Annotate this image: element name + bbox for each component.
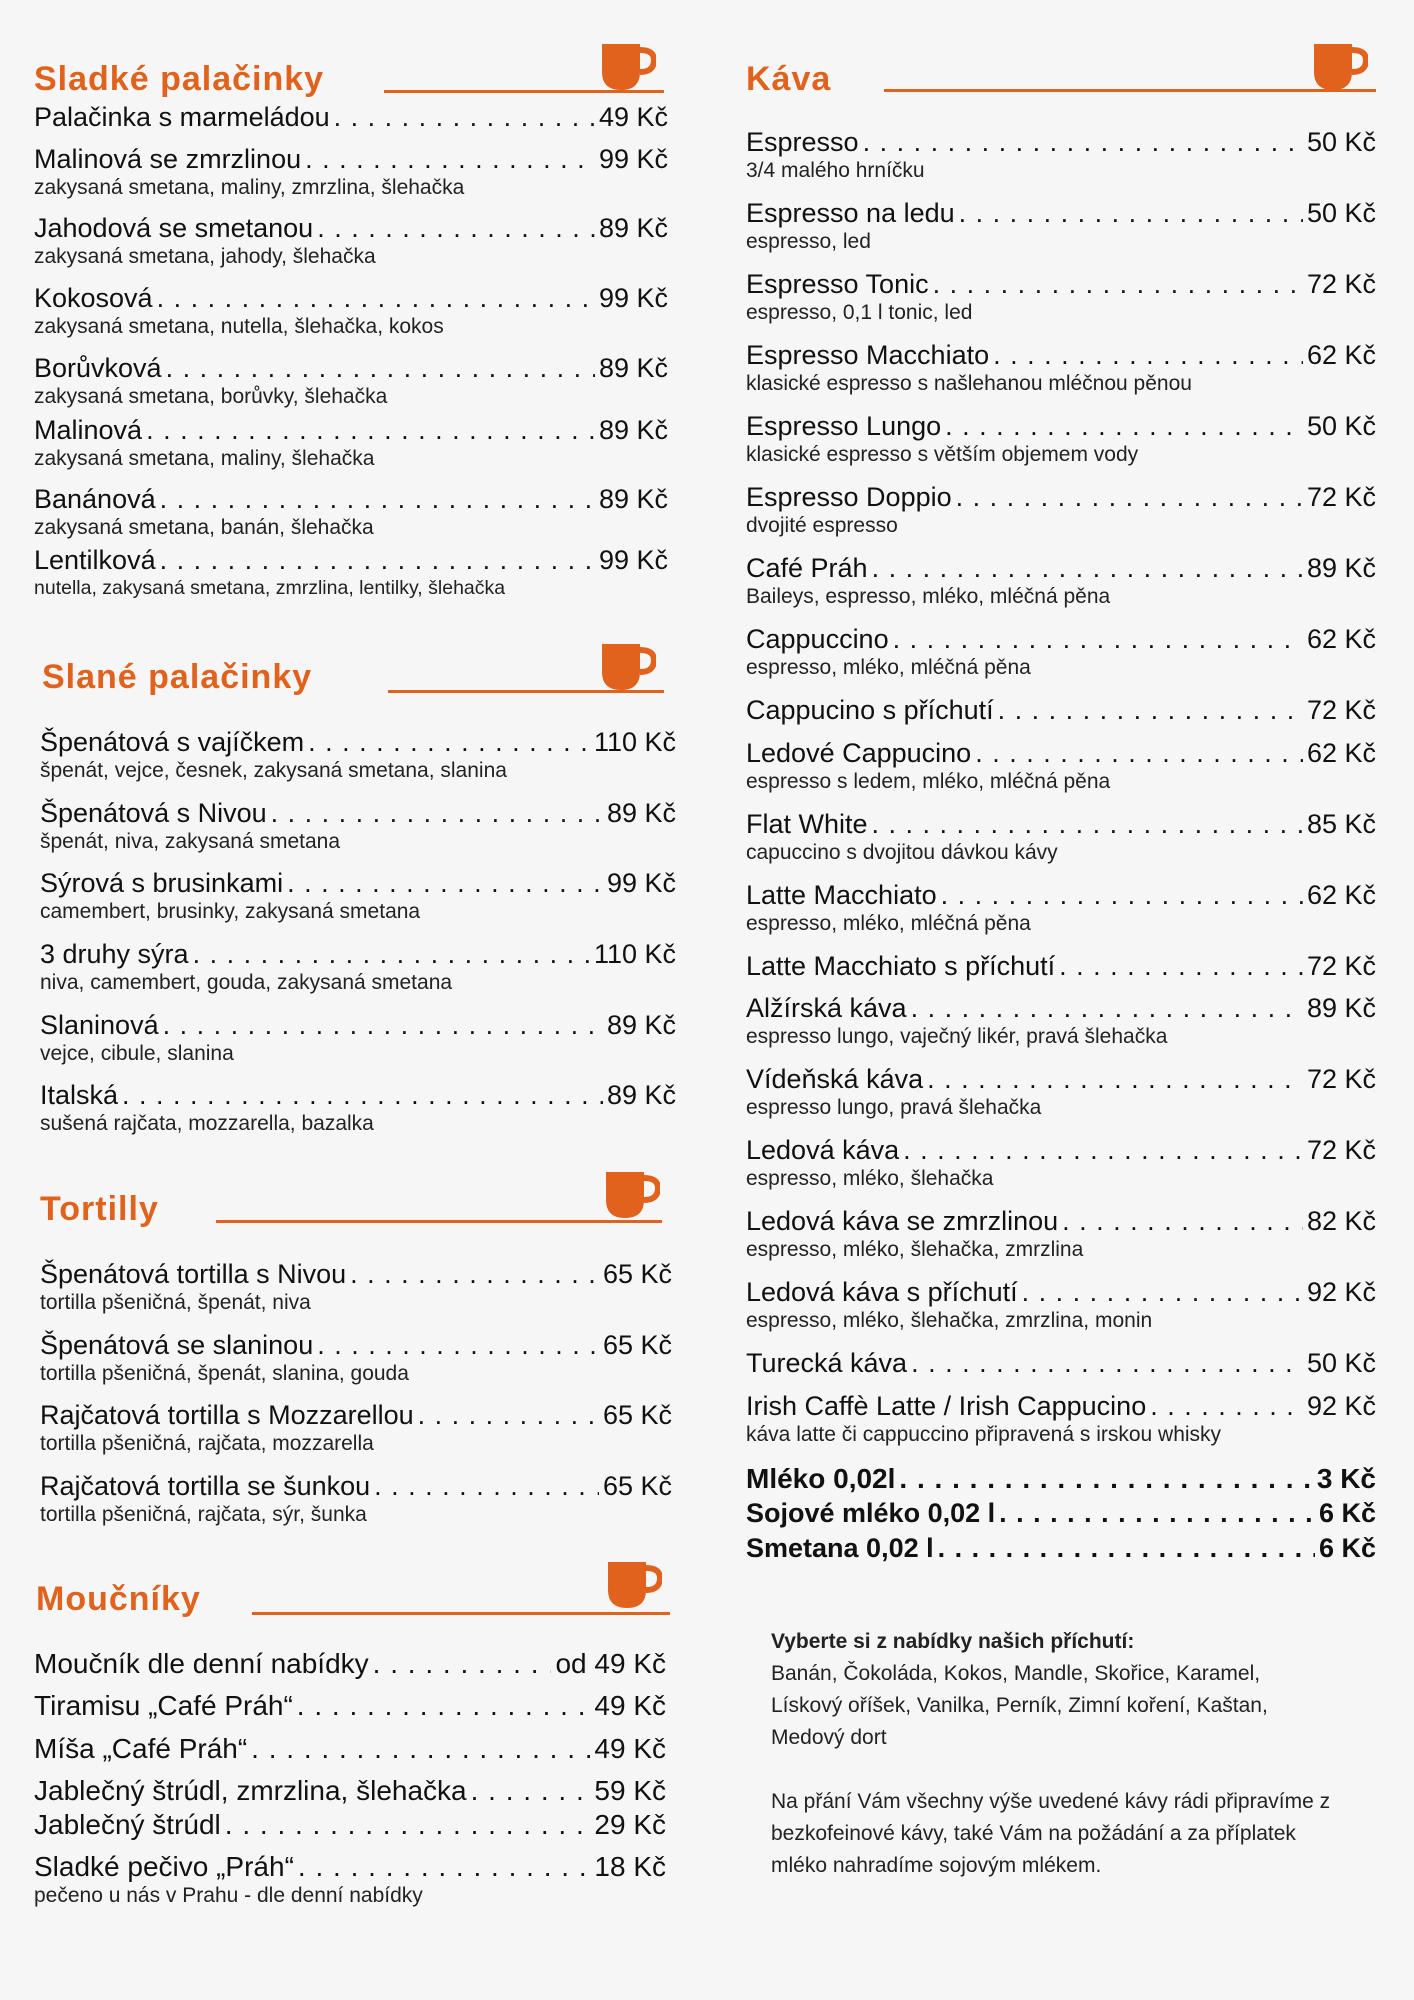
item-name: Palačinka s marmeládou <box>34 102 330 132</box>
item-name: 3 druhy sýra <box>40 939 189 969</box>
section-title: Slané palačinky <box>42 658 313 696</box>
menu-item <box>746 1498 1376 1529</box>
coffee-cup-icon <box>604 1170 660 1220</box>
leader-dots <box>933 269 1303 300</box>
item-price: 89 Kč <box>1306 993 1376 1023</box>
item-name: Špenátová se slaninou <box>40 1330 314 1360</box>
menu-item <box>746 411 1376 467</box>
item-price: 89 Kč <box>598 353 668 383</box>
item-description: pečeno u nás v Prahu - dle denní nabídky <box>34 1884 423 1907</box>
section-title: Moučníky <box>36 1580 201 1618</box>
item-name: Borůvková <box>34 353 162 383</box>
leader-dots <box>350 1259 599 1290</box>
item-name: Špenátová tortilla s Nivou <box>40 1259 347 1289</box>
menu-item <box>746 1135 1376 1191</box>
item-name: Flat White <box>746 809 868 839</box>
item-price: 85 Kč <box>1306 809 1376 839</box>
decaf-line: bezkofeinové kávy, také Vám na požádání a za příplatek <box>771 1822 1296 1845</box>
menu-item <box>746 1206 1376 1262</box>
item-name: Café Práh <box>746 553 868 583</box>
menu-item <box>34 1648 666 1680</box>
leader-dots <box>418 1400 599 1431</box>
menu-item <box>34 353 668 409</box>
item-name: Sýrová s brusinkami <box>40 868 284 898</box>
item-price: 3 Kč <box>1316 1463 1376 1494</box>
item-name: Malinová se zmrzlinou <box>34 144 302 174</box>
item-price: 110 Kč <box>593 939 676 969</box>
item-description: sušená rajčata, mozzarella, bazalka <box>40 1112 374 1135</box>
item-description: capuccino s dvojitou dávkou kávy <box>746 841 1058 864</box>
item-price: 92 Kč <box>1306 1277 1376 1307</box>
item-description: Baileys, espresso, mléko, mléčná pěna <box>746 585 1111 608</box>
menu-item <box>34 1809 666 1841</box>
leader-dots <box>317 1330 599 1361</box>
leader-dots <box>317 213 595 244</box>
leader-dots <box>899 1463 1312 1495</box>
menu-item <box>746 880 1376 936</box>
leader-dots <box>927 1064 1303 1095</box>
section-divider <box>252 1612 670 1615</box>
menu-item <box>34 484 668 540</box>
item-name: Latte Macchiato <box>746 880 937 910</box>
item-price: 89 Kč <box>598 484 668 514</box>
item-description: espresso s ledem, mléko, mléčná pěna <box>746 770 1111 793</box>
section-divider <box>216 1220 662 1223</box>
menu-item <box>746 482 1376 538</box>
menu-item <box>746 1391 1376 1447</box>
leader-dots <box>1022 1277 1303 1308</box>
item-price: od 49 Kč <box>555 1648 666 1679</box>
menu-item <box>40 1259 672 1315</box>
item-price: 72 Kč <box>1306 951 1376 981</box>
item-name: Míša „Café Práh“ <box>34 1733 248 1764</box>
item-description: espresso lungo, vaječný likér, pravá šlehačka <box>746 1025 1168 1048</box>
leader-dots <box>959 198 1303 229</box>
item-price: 89 Kč <box>598 415 668 445</box>
item-price: 65 Kč <box>602 1400 672 1430</box>
item-description: zakysaná smetana, jahody, šlehačka <box>34 245 376 268</box>
item-price: 72 Kč <box>1306 1064 1376 1094</box>
item-price: 62 Kč <box>1306 880 1376 910</box>
item-name: Jablečný štrúdl <box>34 1809 221 1840</box>
item-name: Jahodová se smetanou <box>34 213 314 243</box>
leader-dots <box>941 880 1303 911</box>
leader-dots <box>999 1498 1315 1529</box>
leader-dots <box>1059 951 1303 982</box>
item-description: zakysaná smetana, maliny, šlehačka <box>34 447 375 470</box>
item-price: 49 Kč <box>594 1690 666 1721</box>
menu-item <box>746 695 1376 726</box>
item-price: 50 Kč <box>1306 198 1376 228</box>
menu-item <box>34 1851 666 1908</box>
item-price: 89 Kč <box>606 1080 676 1110</box>
item-price: 62 Kč <box>1306 738 1376 768</box>
item-name: Cappuccino <box>746 624 889 654</box>
coffee-cup-icon <box>600 642 656 692</box>
item-price: 99 Kč <box>598 283 668 313</box>
item-price: 99 Kč <box>598 144 668 174</box>
item-name: Jablečný štrúdl, zmrzlina, šlehačka <box>34 1775 467 1806</box>
item-description: zakysaná smetana, maliny, zmrzlina, šlehačka <box>34 176 465 199</box>
leader-dots <box>911 993 1303 1024</box>
leader-dots <box>374 1471 599 1502</box>
item-price: 72 Kč <box>1306 1135 1376 1165</box>
coffee-cup-icon <box>606 1560 662 1610</box>
item-description: espresso, led <box>746 230 871 253</box>
item-description: dvojité espresso <box>746 514 898 537</box>
coffee-cup-icon <box>1312 42 1368 92</box>
item-name: Latte Macchiato s příchutí <box>746 951 1056 981</box>
leader-dots <box>251 1733 590 1765</box>
menu-item <box>746 198 1376 254</box>
item-price: 92 Kč <box>1306 1391 1376 1421</box>
leader-dots <box>993 340 1303 371</box>
item-price: 6 Kč <box>1318 1498 1376 1528</box>
item-description: klasické espresso s větším objemem vody <box>746 443 1139 466</box>
flavors-title: Vyberte si z nabídky našich příchutí: <box>771 1630 1135 1653</box>
decaf-line: mléko nahradíme sojovým mlékem. <box>771 1854 1102 1877</box>
section-title: Káva <box>746 60 832 98</box>
menu-item <box>746 809 1376 865</box>
flavors-line: Lískový oříšek, Vanilka, Perník, Zimní koření, Kaštan, <box>771 1694 1268 1717</box>
item-price: 99 Kč <box>598 545 668 575</box>
leader-dots <box>373 1648 552 1680</box>
item-price: 18 Kč <box>594 1851 666 1882</box>
item-name: Vídeňská káva <box>746 1064 924 1094</box>
item-name: Tiramisu „Café Práh“ <box>34 1690 293 1721</box>
leader-dots <box>471 1775 591 1807</box>
item-name: Špenátová s Nivou <box>40 798 267 828</box>
leader-dots <box>160 484 595 515</box>
item-description: espresso, mléko, šlehačka, zmrzlina <box>746 1238 1084 1261</box>
item-price: 65 Kč <box>602 1259 672 1289</box>
item-name: Italská <box>40 1080 119 1110</box>
item-price: 50 Kč <box>1306 1348 1376 1378</box>
leader-dots <box>297 1690 591 1722</box>
menu-item <box>746 553 1376 609</box>
item-price: 89 Kč <box>1306 553 1376 583</box>
leader-dots <box>334 102 595 133</box>
item-name: Espresso na ledu <box>746 198 955 228</box>
leader-dots <box>305 144 595 175</box>
menu-item <box>34 1775 666 1807</box>
leader-dots <box>146 415 595 446</box>
menu-item <box>746 1533 1376 1564</box>
menu-item <box>40 939 676 995</box>
flavors-note <box>771 1626 1391 1754</box>
item-description: tortilla pšeničná, rajčata, mozzarella <box>40 1432 374 1455</box>
menu-item <box>40 1471 672 1527</box>
item-name: Moučník dle denní nabídky <box>34 1648 369 1679</box>
item-name: Rajčatová tortilla se šunkou <box>40 1471 371 1501</box>
item-description: espresso lungo, pravá šlehačka <box>746 1096 1042 1119</box>
menu-item <box>34 415 668 471</box>
item-description: espresso, mléko, mléčná pěna <box>746 912 1031 935</box>
leader-dots <box>287 868 603 899</box>
menu-item <box>34 283 668 339</box>
decaf-line: Na přání Vám všechny výše uvedené kávy rádi připravíme z <box>771 1790 1331 1813</box>
item-price: 62 Kč <box>1306 624 1376 654</box>
menu-item <box>746 1277 1376 1333</box>
menu-item <box>40 1010 676 1066</box>
flavors-line: Medový dort <box>771 1726 887 1749</box>
leader-dots <box>157 283 595 314</box>
item-name: Lentilková <box>34 545 156 575</box>
item-name: Espresso Lungo <box>746 411 942 441</box>
item-description: tortilla pšeničná, špenát, slanina, gouda <box>40 1362 409 1385</box>
menu-item <box>746 340 1376 396</box>
leader-dots <box>872 553 1303 584</box>
menu-item <box>34 1690 666 1722</box>
item-name: Ledová káva <box>746 1135 900 1165</box>
leader-dots <box>225 1809 591 1841</box>
item-description: camembert, brusinky, zakysaná smetana <box>40 900 421 923</box>
item-price: 89 Kč <box>606 1010 676 1040</box>
leader-dots <box>872 809 1303 840</box>
item-description: špenát, vejce, česnek, zakysaná smetana, slanina <box>40 759 507 782</box>
menu-item <box>34 1733 666 1765</box>
item-price: 72 Kč <box>1306 482 1376 512</box>
section-divider <box>884 89 1376 92</box>
menu-item <box>40 1080 676 1136</box>
leader-dots <box>166 353 595 384</box>
item-name: Smetana 0,02 l <box>746 1533 934 1563</box>
item-description: klasické espresso s našlehanou mléčnou pěnou <box>746 372 1192 395</box>
item-price: 50 Kč <box>1306 411 1376 441</box>
menu-item <box>40 798 676 854</box>
leader-dots <box>911 1348 1303 1379</box>
item-description: 3/4 malého hrníčku <box>746 159 925 182</box>
leader-dots <box>998 695 1303 726</box>
menu-item <box>746 951 1376 982</box>
item-name: Turecká káva <box>746 1348 908 1378</box>
leader-dots <box>163 1010 603 1041</box>
item-name: Kokosová <box>34 283 153 313</box>
item-price: 110 Kč <box>593 727 676 757</box>
menu-item <box>746 738 1376 794</box>
item-price: 65 Kč <box>602 1471 672 1501</box>
item-name: Alžírská káva <box>746 993 907 1023</box>
menu-item <box>40 1330 672 1386</box>
item-price: 72 Kč <box>1306 695 1376 725</box>
item-name: Espresso <box>746 127 859 157</box>
menu-item <box>746 127 1376 183</box>
item-name: Mléko 0,02l <box>746 1463 896 1494</box>
menu-item <box>746 1064 1376 1120</box>
item-name: Espresso Tonic <box>746 269 929 299</box>
menu-item <box>34 102 668 133</box>
item-price: 59 Kč <box>594 1775 666 1806</box>
section-title: Sladké palačinky <box>34 60 325 98</box>
leader-dots <box>903 1135 1303 1166</box>
item-price: 62 Kč <box>1306 340 1376 370</box>
item-price: 89 Kč <box>598 213 668 243</box>
leader-dots <box>1062 1206 1303 1237</box>
item-description: špenát, niva, zakysaná smetana <box>40 830 341 853</box>
item-description: niva, camembert, gouda, zakysaná smetana <box>40 971 453 994</box>
item-description: tortilla pšeničná, rajčata, sýr, šunka <box>40 1503 367 1526</box>
item-name: Sladké pečivo „Práh“ <box>34 1851 294 1882</box>
item-description: espresso, mléko, šlehačka, zmrzlina, monin <box>746 1309 1153 1332</box>
item-name: Cappucino s příchutí <box>746 695 994 725</box>
menu-item <box>40 868 676 924</box>
item-price: 99 Kč <box>606 868 676 898</box>
item-description: zakysaná smetana, nutella, šlehačka, kokos <box>34 315 444 338</box>
section-title: Tortilly <box>40 1190 159 1228</box>
coffee-cup-icon <box>600 42 656 92</box>
menu-item <box>746 993 1376 1049</box>
item-name: Slaninová <box>40 1010 159 1040</box>
leader-dots <box>975 738 1303 769</box>
item-price: 6 Kč <box>1318 1533 1376 1563</box>
leader-dots <box>938 1533 1315 1564</box>
menu-item <box>746 1463 1376 1495</box>
menu-item <box>746 624 1376 680</box>
item-name: Espresso Macchiato <box>746 340 990 370</box>
item-name: Špenátová s vajíčkem <box>40 727 305 757</box>
leader-dots <box>193 939 590 970</box>
item-description: espresso, mléko, mléčná pěna <box>746 656 1031 679</box>
decaf-note <box>771 1786 1391 1882</box>
leader-dots <box>271 798 603 829</box>
item-description: káva latte či cappuccino připravená s irskou whisky <box>746 1423 1222 1446</box>
item-name: Banánová <box>34 484 156 514</box>
item-price: 65 Kč <box>602 1330 672 1360</box>
item-name: Irish Caffè Latte / Irish Cappucino <box>746 1391 1147 1421</box>
item-description: zakysaná smetana, borůvky, šlehačka <box>34 385 388 408</box>
item-price: 49 Kč <box>594 1733 666 1764</box>
flavors-line: Banán, Čokoláda, Kokos, Mandle, Skořice, Karamel, <box>771 1662 1261 1685</box>
menu-item <box>40 727 676 783</box>
item-name: Rajčatová tortilla s Mozzarellou <box>40 1400 414 1430</box>
menu-item <box>746 1348 1376 1379</box>
item-description: tortilla pšeničná, špenát, niva <box>40 1291 311 1314</box>
item-description: zakysaná smetana, banán, šlehačka <box>34 516 374 539</box>
menu-item <box>34 144 668 200</box>
leader-dots <box>298 1851 590 1883</box>
leader-dots <box>893 624 1303 655</box>
item-description: espresso, mléko, šlehačka <box>746 1167 994 1190</box>
item-price: 29 Kč <box>594 1809 666 1840</box>
leader-dots <box>122 1080 603 1111</box>
item-description: vejce, cibule, slanina <box>40 1042 234 1065</box>
menu-item <box>40 1400 672 1456</box>
item-description: nutella, zakysaná smetana, zmrzlina, lentilky, šlehačka <box>34 577 506 599</box>
item-name: Malinová <box>34 415 143 445</box>
leader-dots <box>956 482 1303 513</box>
menu-item <box>746 269 1376 325</box>
item-name: Ledová káva s příchutí <box>746 1277 1018 1307</box>
item-name: Ledové Cappucino <box>746 738 972 768</box>
item-name: Ledová káva se zmrzlinou <box>746 1206 1059 1236</box>
leader-dots <box>945 411 1303 442</box>
leader-dots <box>863 127 1303 158</box>
menu-item <box>34 545 668 600</box>
item-name: Espresso Doppio <box>746 482 952 512</box>
item-price: 89 Kč <box>606 798 676 828</box>
item-price: 82 Kč <box>1306 1206 1376 1236</box>
leader-dots <box>308 727 590 758</box>
item-description: espresso, 0,1 l tonic, led <box>746 301 973 324</box>
leader-dots <box>160 545 595 576</box>
item-name: Sojové mléko 0,02 l <box>746 1498 996 1528</box>
menu-item <box>34 213 668 269</box>
item-price: 49 Kč <box>598 102 668 132</box>
leader-dots <box>1150 1391 1303 1422</box>
item-price: 50 Kč <box>1306 127 1376 157</box>
item-price: 72 Kč <box>1306 269 1376 299</box>
